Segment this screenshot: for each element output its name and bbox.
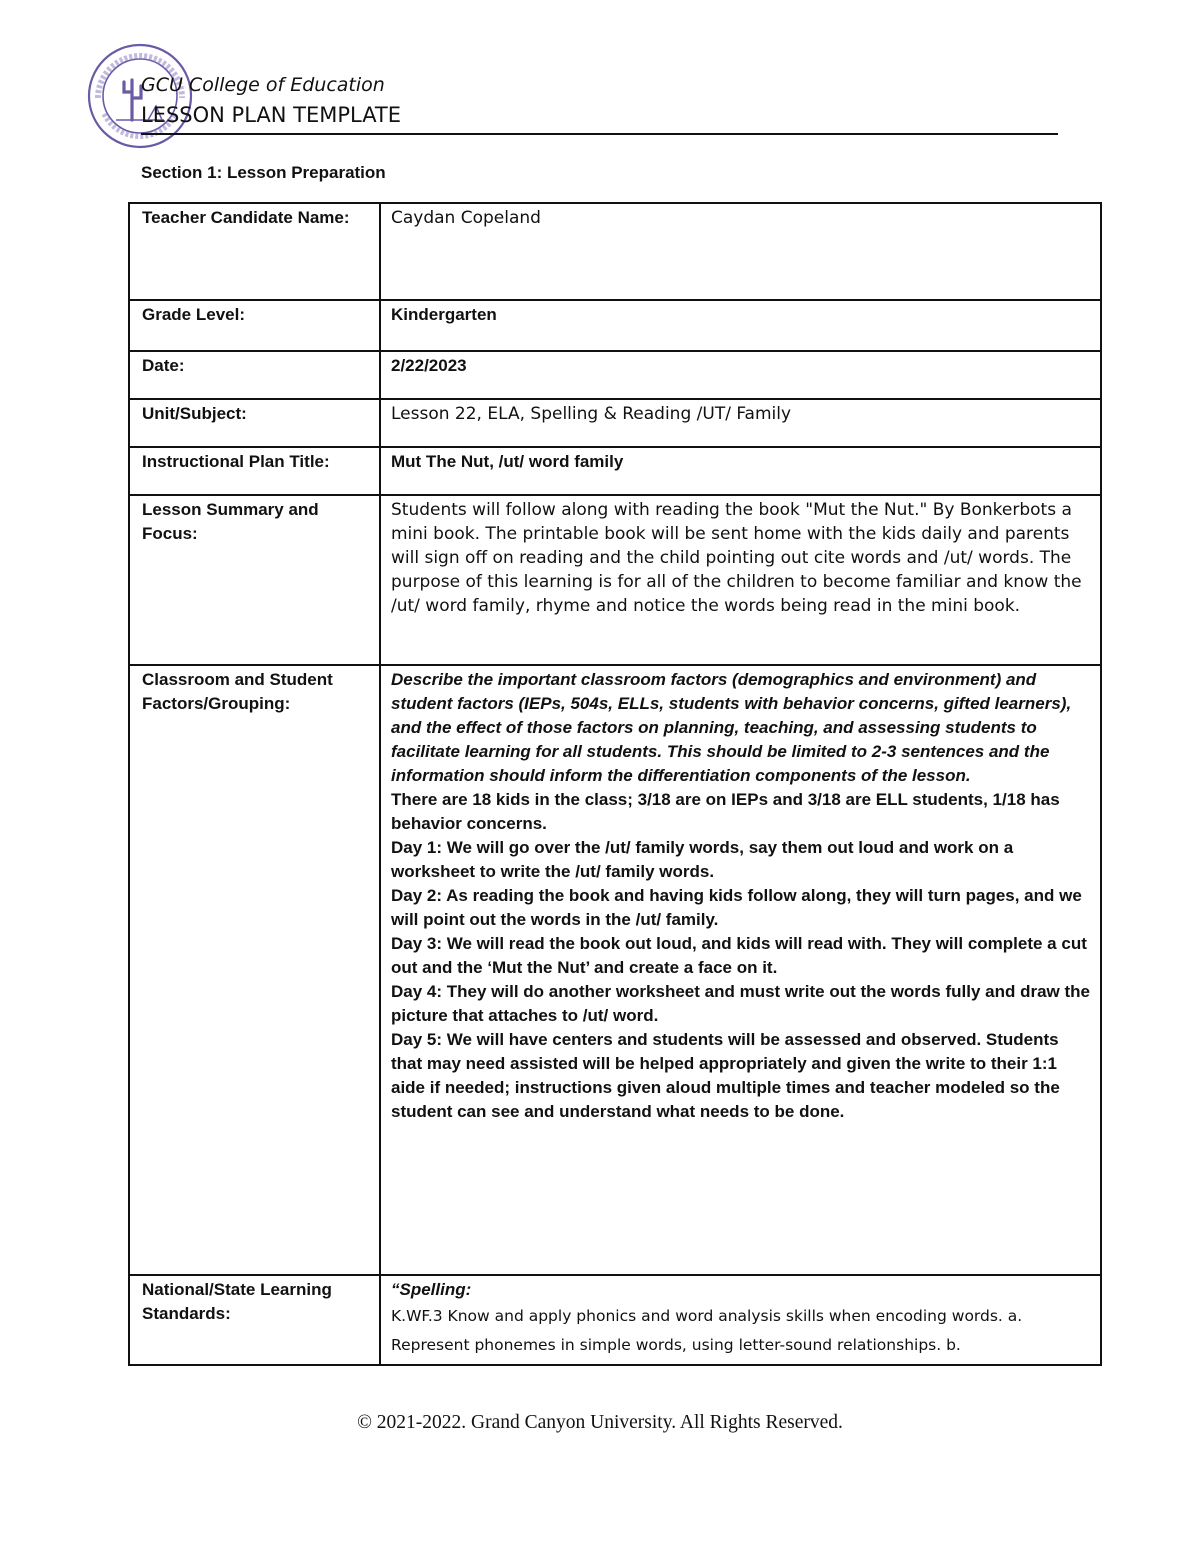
table-row-standards xyxy=(129,1275,1101,1365)
row-label: Lesson Summary and Focus: xyxy=(129,495,380,665)
grade-level-value: Kindergarten xyxy=(380,300,1101,351)
table-row-factors xyxy=(129,665,1101,1275)
section-title: Section 1: Lesson Preparation xyxy=(141,163,386,182)
table-row-candidate xyxy=(129,203,1101,300)
class-info: There are 18 kids in the class; 3/18 are on IEPs and 3/18 are ELL students, 1/18 has behavior concerns. xyxy=(391,790,1060,833)
lesson-plan-table xyxy=(128,202,1102,1366)
unit-subject-value: Lesson 22, ELA, Spelling & Reading /UT/ Family xyxy=(380,399,1101,447)
standards-heading: “Spelling: xyxy=(391,1280,472,1299)
day-plan-2: Day 2: As reading the book and having kids follow along, they will turn pages, and we will point out the words in the /ut/ family. xyxy=(391,886,1082,929)
day-plan-4: Day 4: They will do another worksheet and must write out the words fully and draw the picture that attaches to /ut/ word. xyxy=(391,982,1090,1025)
plan-title-value: Mut The Nut, /ut/ word family xyxy=(380,447,1101,495)
table-row-date xyxy=(129,351,1101,399)
table-row-grade xyxy=(129,300,1101,351)
date-value: 2/22/2023 xyxy=(380,351,1101,399)
classroom-factors-value xyxy=(380,665,1101,1275)
lesson-summary-value: Students will follow along with reading the book "Mut the Nut." By Bonkerbots a mini book. The printable book will be sent home with the kids daily and parents will sign off on reading and the child pointing out cite words and /ut/ words. The purpose of this learning is for all of the children to become familiar and know the /ut/ word family, rhyme and notice the words being read in the mini book. xyxy=(380,495,1101,665)
day-plan-5: Day 5: We will have centers and students will be assessed and observed. Students that may need assisted will be helped appropriately and given the write to their 1:1 aide if needed; instructions given aloud multiple times and teacher modeled so the student can see and understand what needs to be done. xyxy=(391,1030,1060,1121)
day-plan-3: Day 3: We will read the book out loud, and kids will read with. They will complete a cut out and the ‘Mut the Nut’ and create a face on it. xyxy=(391,934,1087,977)
header-divider xyxy=(141,133,1058,135)
row-label: Date: xyxy=(129,351,380,399)
day-plan-1: Day 1: We will go over the /ut/ family words, say them out loud and work on a worksheet to write the /ut/ family words. xyxy=(391,838,1014,881)
row-label: Classroom and Student Factors/Grouping: xyxy=(129,665,380,1275)
factors-prompt: Describe the important classroom factors (demographics and environment) and student factors (IEPs, 504s, ELLs, students with behavior concerns, gifted learners), and the effect of those factors on planning, teaching, and assessing students to facilitate learning for all students. This should be limited to 2-3 sentences and the information should inform the differentiation components of the lesson. xyxy=(391,670,1072,785)
row-label: Teacher Candidate Name: xyxy=(129,203,380,300)
row-label: Instructional Plan Title: xyxy=(129,447,380,495)
table-row-unit xyxy=(129,399,1101,447)
table-row-summary xyxy=(129,495,1101,665)
row-label: Grade Level: xyxy=(129,300,380,351)
row-label: Unit/Subject: xyxy=(129,399,380,447)
standards-value xyxy=(380,1275,1101,1365)
table-row-plan-title xyxy=(129,447,1101,495)
standards-body: K.WF.3 Know and apply phonics and word analysis skills when encoding words. a. Represent phonemes in simple words, using letter-sound relationships. b. xyxy=(391,1307,1023,1354)
row-label: National/State Learning Standards: xyxy=(129,1275,380,1365)
document-title: LESSON PLAN TEMPLATE xyxy=(141,103,402,127)
candidate-name-value: Caydan Copeland xyxy=(380,203,1101,300)
copyright-footer: © 2021-2022. Grand Canyon University. All Rights Reserved. xyxy=(357,1412,843,1433)
college-name: GCU College of Education xyxy=(141,74,385,96)
